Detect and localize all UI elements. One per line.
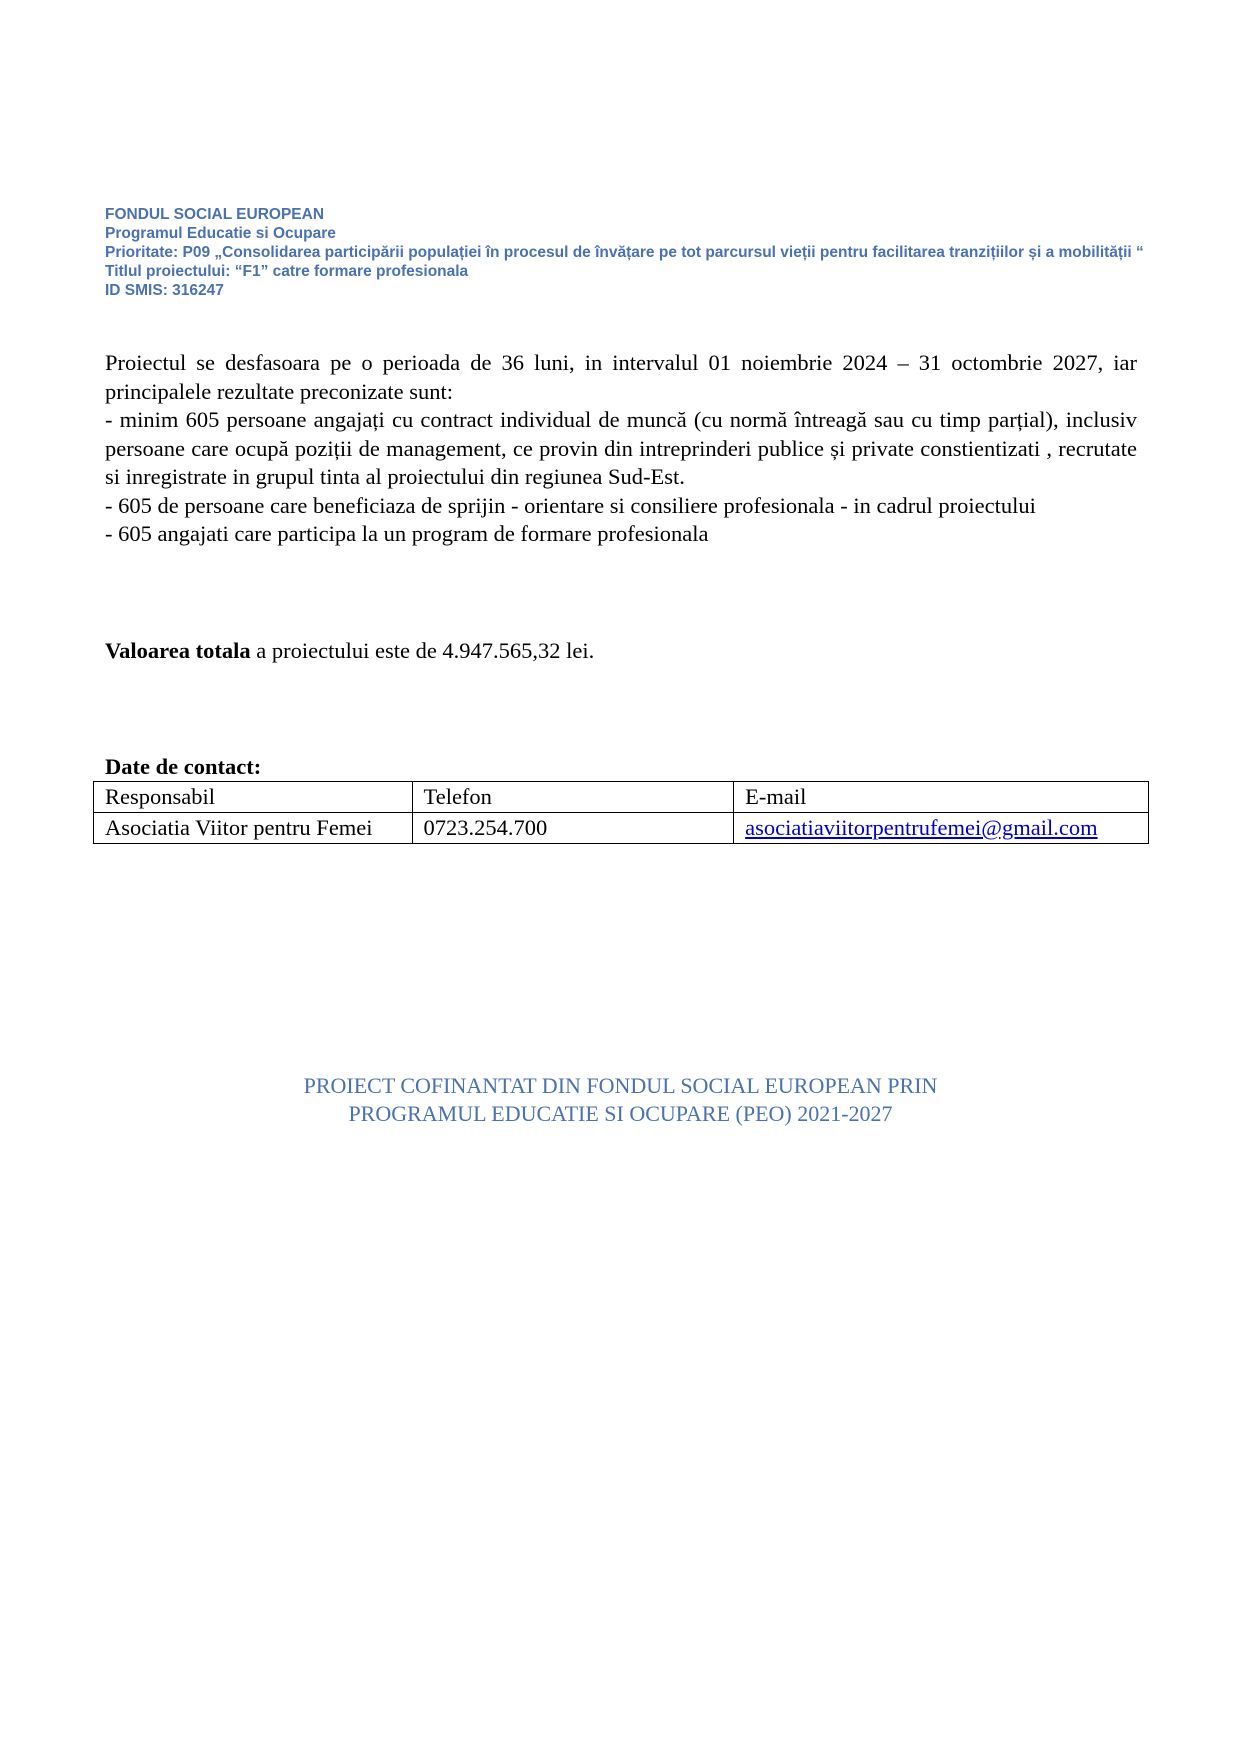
project-header (105, 205, 1145, 300)
header-telefon: Telefon (412, 782, 734, 813)
intro-paragraph: Proiectul se desfasoara pe o perioada de 36 luni, in intervalul 01 noiembrie 2024 – 31 octombrie 2027, iar principalele rezultate preconizate sunt: (105, 350, 1137, 404)
project-description (105, 349, 1137, 549)
header-responsabil: Responsabil (94, 782, 413, 813)
footer-line-2: PROGRAMUL EDUCATIE SI OCUPARE (PEO) 2021-2027 (348, 1101, 893, 1126)
project-value (105, 637, 594, 665)
result-item-2: - 605 de persoane care beneficiaza de sprijin - orientare si consiliere profesionala - in cadrul proiectului (105, 492, 1036, 518)
contact-table (93, 781, 1149, 844)
cell-email (734, 813, 1149, 844)
table-header-row (94, 782, 1149, 813)
result-item-3: - 605 angajati care participa la un program de formare profesionala (105, 521, 709, 546)
email-link[interactable]: asociatiaviitorpentrufemei@gmail.com (745, 815, 1098, 840)
program-name: Programul Educatie si Ocupare (105, 225, 336, 242)
cell-telefon: 0723.254.700 (412, 813, 734, 844)
cofinancing-footer (0, 1072, 1241, 1128)
project-value-label: Valoarea totala (105, 638, 251, 663)
fund-name: FONDUL SOCIAL EUROPEAN (105, 206, 325, 223)
project-value-text: a proiectului este de 4.947.565,32 lei. (250, 638, 595, 663)
table-row (94, 813, 1149, 844)
footer-line-1: PROIECT COFINANTAT DIN FONDUL SOCIAL EUROPEAN PRIN (303, 1073, 938, 1098)
cell-responsabil: Asociatia Viitor pentru Femei (94, 813, 413, 844)
contact-title: Date de contact: (105, 754, 262, 779)
smis-id: ID SMIS: 316247 (105, 282, 224, 299)
project-title: Titlul proiectului: “F1” catre formare profesionala (105, 263, 469, 280)
priority-line: Prioritate: P09 „Consolidarea participării populației în procesul de învățare pe tot parcursul vieții pentru facilitarea tranzițiilor și a mobilității “ (105, 244, 1144, 261)
result-item-1: - minim 605 persoane angajați cu contract individual de muncă (cu normă întreagă sau cu timp parțial), inclusiv persoane care ocupă poziții de management, ce provin din intreprinderi publice și private constientizati , recrutate si inregistrate in grupul tinta al proiectului din regiunea Sud-Est. (105, 407, 1137, 489)
header-email: E-mail (734, 782, 1149, 813)
